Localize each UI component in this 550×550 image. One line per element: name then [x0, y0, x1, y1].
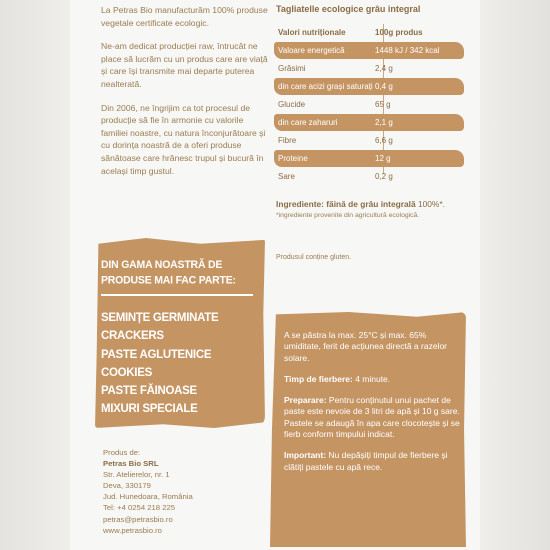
intro-text [101, 4, 271, 188]
list-item: MIXURI SPECIALE [101, 403, 198, 416]
nutrition-header [274, 26, 464, 41]
boil-time-label: Timp de fierbere: [284, 373, 353, 384]
nutrition-row-label: Valoare energetică [278, 46, 345, 56]
nutrition-row [274, 78, 464, 95]
ingredients-text: făină de grâu integrală [326, 199, 416, 209]
nutrition-row-value: 0,2 g [375, 171, 393, 181]
producer-city: Deva, 330179 [103, 481, 151, 491]
nutrition-row-value: 6,6 g [375, 136, 393, 145]
producer-name: Petras Bio SRL [103, 459, 159, 469]
nutrition-row [274, 114, 464, 131]
nutrition-row [274, 60, 464, 77]
nutrition-row-label: din care acizi grași saturați [278, 82, 373, 92]
producer-website: www.petrasbio.ro [103, 525, 162, 535]
boil-time [284, 374, 460, 385]
nutrition-row-label: din care zaharuri [278, 118, 338, 128]
nutrition-row-label: Sare [278, 171, 295, 181]
important-text: Nu depășiți timpul de fierbere și clătiți pastele cu apă rece. [284, 450, 448, 472]
intro-paragraph-2: Ne-am dedicat producției raw, întrucât ne place să lucrăm cu un produs care are viață și care își transmite mai departe puterea nealterată. [101, 41, 268, 89]
preparation [284, 395, 460, 440]
nutrition-row-label: Fibre [278, 136, 297, 145]
ingredients-line [276, 199, 466, 209]
list-item: COOKIES [101, 366, 152, 379]
producer-email: petras@petrasbio.ro [103, 514, 173, 524]
nutrition-row [274, 42, 464, 59]
list-item: PASTE AGLUTENICE [101, 348, 212, 361]
nutrition-header-label: Valori nutriționale [278, 28, 346, 37]
intro-paragraph-3: Din 2006, ne îngrijim ca tot procesul de producție să fie în armonie cu valorile familiei noastre, cu natura înconjurătoare și cu dorința noastră de a oferi produse sănătoase care hrănesc trupul și bucură în același timp gustul. [101, 102, 266, 176]
nutrition-title: Tagliatelle ecologice grâu integral [276, 4, 421, 14]
nutrition-row [274, 150, 464, 167]
gluten-notice: Produsul conține gluten. [276, 254, 352, 261]
nutrition-row-value: 2,4 g [375, 64, 393, 74]
nutrition-row-value: 1448 kJ / 342 kcal [375, 46, 440, 56]
producer-street: Str. Atelierelor, nr. 1 [103, 470, 170, 480]
important-note [284, 450, 460, 473]
list-item: PASTE FĂINOASE [101, 385, 197, 398]
nutrition-row-label: Grăsimi [278, 64, 306, 74]
package-side-left [0, 0, 70, 550]
package-side-right [480, 0, 550, 550]
nutrition-row-label: Glucide [278, 100, 306, 110]
ingredients-note: *ingrediente provenite din agricultură ecologică. [276, 212, 420, 219]
nutrition-row-value: 65 g [375, 100, 391, 110]
nutrition-row [274, 96, 464, 113]
instructions-text [284, 330, 460, 483]
nutrition-table [274, 26, 464, 185]
intro-paragraph-1: La Petras Bio manufacturăm 100% produse vegetale certificate ecologic. [101, 5, 268, 28]
storage-instructions: A se păstra la max. 25°C și max. 65% umiditate, ferit de acțiunea directă a razelor solare. [284, 330, 448, 363]
producer-info [103, 447, 263, 536]
product-range-title: DIN GAMA NOASTRĂ DE PRODUSE MAI FAC PARTE: [101, 258, 236, 287]
product-range-list [101, 309, 218, 419]
nutrition-header-value: 100g produs [375, 28, 423, 37]
ingredients-label: Ingrediente: [276, 199, 324, 209]
list-item: CRACKERS [101, 330, 164, 343]
important-label: Important: [284, 450, 327, 461]
nutrition-row-value: 12 g [375, 153, 391, 163]
producer-label: Produs de: [103, 448, 141, 457]
nutrition-row [274, 168, 464, 185]
producer-county: Jud. Hunedoara, România [103, 492, 193, 502]
list-item: SEMINȚE GERMINATE [101, 312, 219, 324]
nutrition-row-value: 0,4 g [375, 82, 393, 92]
boil-time-value: 4 minute. [355, 373, 391, 384]
product-range-divider [101, 294, 253, 296]
nutrition-row-label: Proteine [278, 153, 308, 163]
preparation-text: Pentru conținutul unui pachet de paste este nevoie de 3 litri de apă și 10 g sare. Pastele se adaugă în apa care clocotește și se fierb conform timpului indicat. [284, 395, 460, 440]
preparation-label: Preparare: [284, 395, 327, 406]
nutrition-row [274, 132, 464, 149]
ingredients-percent: 100%*. [417, 199, 445, 209]
nutrition-row-value: 2,1 g [375, 118, 393, 128]
producer-phone: Tel: +4 0254 218 225 [103, 503, 176, 513]
